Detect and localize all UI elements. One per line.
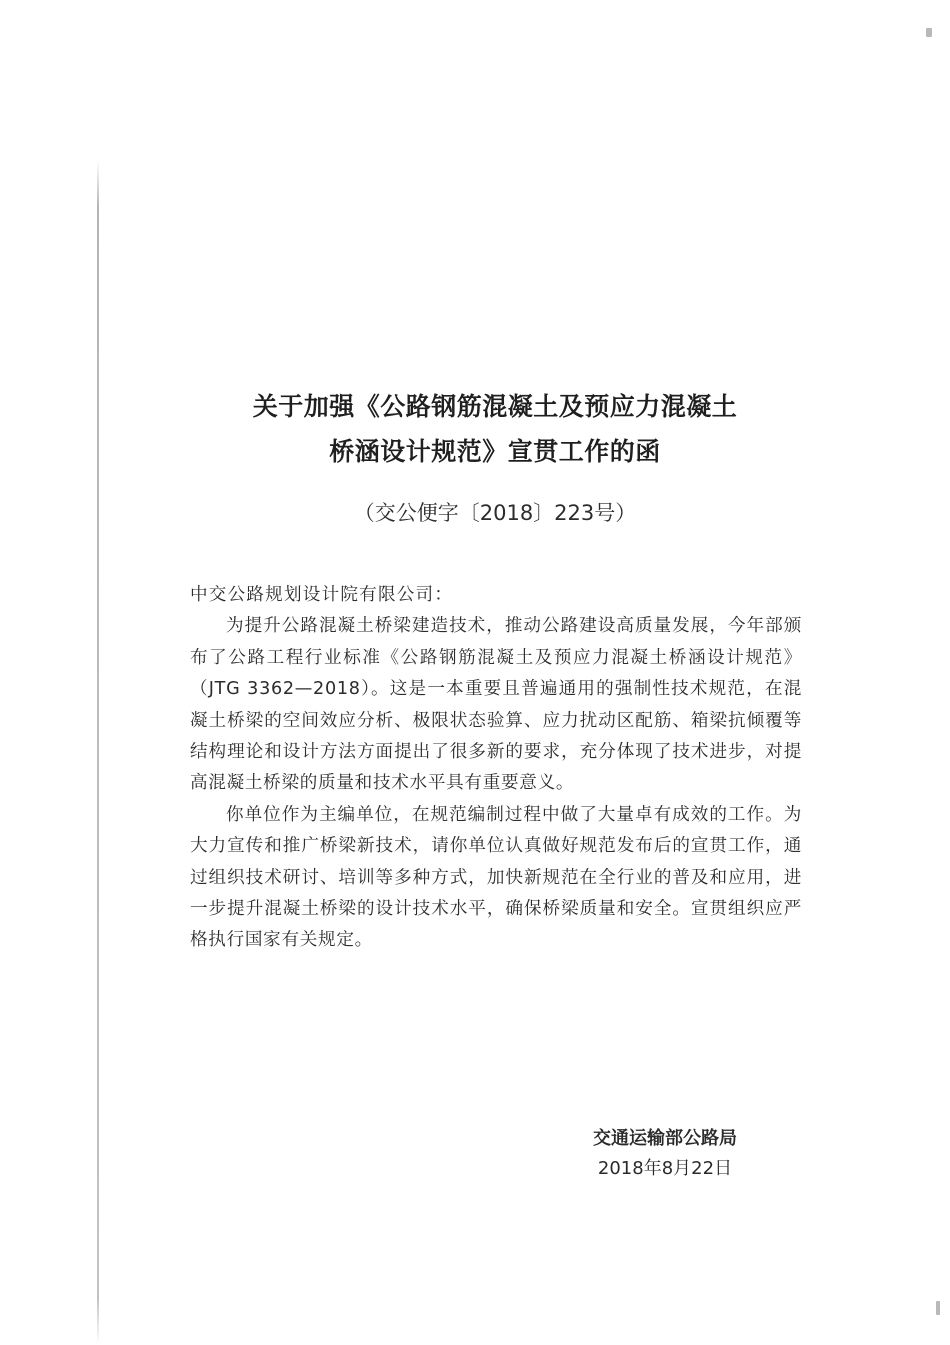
document-number: （交公便字〔2018〕223号） [353,501,637,525]
scan-mark-top [926,28,932,37]
document-title [190,384,800,474]
binding-margin-line [97,160,99,1345]
title-line-2: 桥涵设计规范》宣贯工作的函 [329,437,661,466]
title-line-1: 关于加强《公路钢筋混凝土及预应力混凝土 [252,392,738,421]
paragraph-1: 为提升公路混凝土桥梁建造技术，推动公路建设高质量发展，今年部颁布了公路工程行业标准《公路钢筋混凝土及预应力混凝土桥涵设计规范》（JTG 3362—2018）。这是一本重要且普遍通用的强制性技术规范，在混凝土桥梁的空间效应分析、极限状态验算、应力扰动区配筋、箱梁抗倾覆等结构理论和设计方法方面提出了很多新的要求，充分体现了技术进步，对提高混凝土桥梁的质量和技术水平具有重要意义。 [190,616,802,794]
paragraph-2: 你单位作为主编单位，在规范编制过程中做了大量卓有成效的工作。为大力宣传和推广桥梁新技术，请你单位认真做好规范发布后的宣贯工作，通过组织技术研讨、培训等多种方式，加快新规范在全行业的普及和应用，进一步提升混凝土桥梁的设计技术水平，确保桥梁质量和安全。宣贯组织应严格执行国家有关规定。 [190,804,802,951]
signature-block [560,1124,770,1184]
signature-organization: 交通运输部公路局 [593,1128,737,1149]
addressee: 中交公路规划设计院有限公司： [190,585,454,605]
signature-date: 2018年8月22日 [597,1158,733,1179]
letter-body [190,580,802,957]
scan-mark-bottom [936,1301,940,1315]
